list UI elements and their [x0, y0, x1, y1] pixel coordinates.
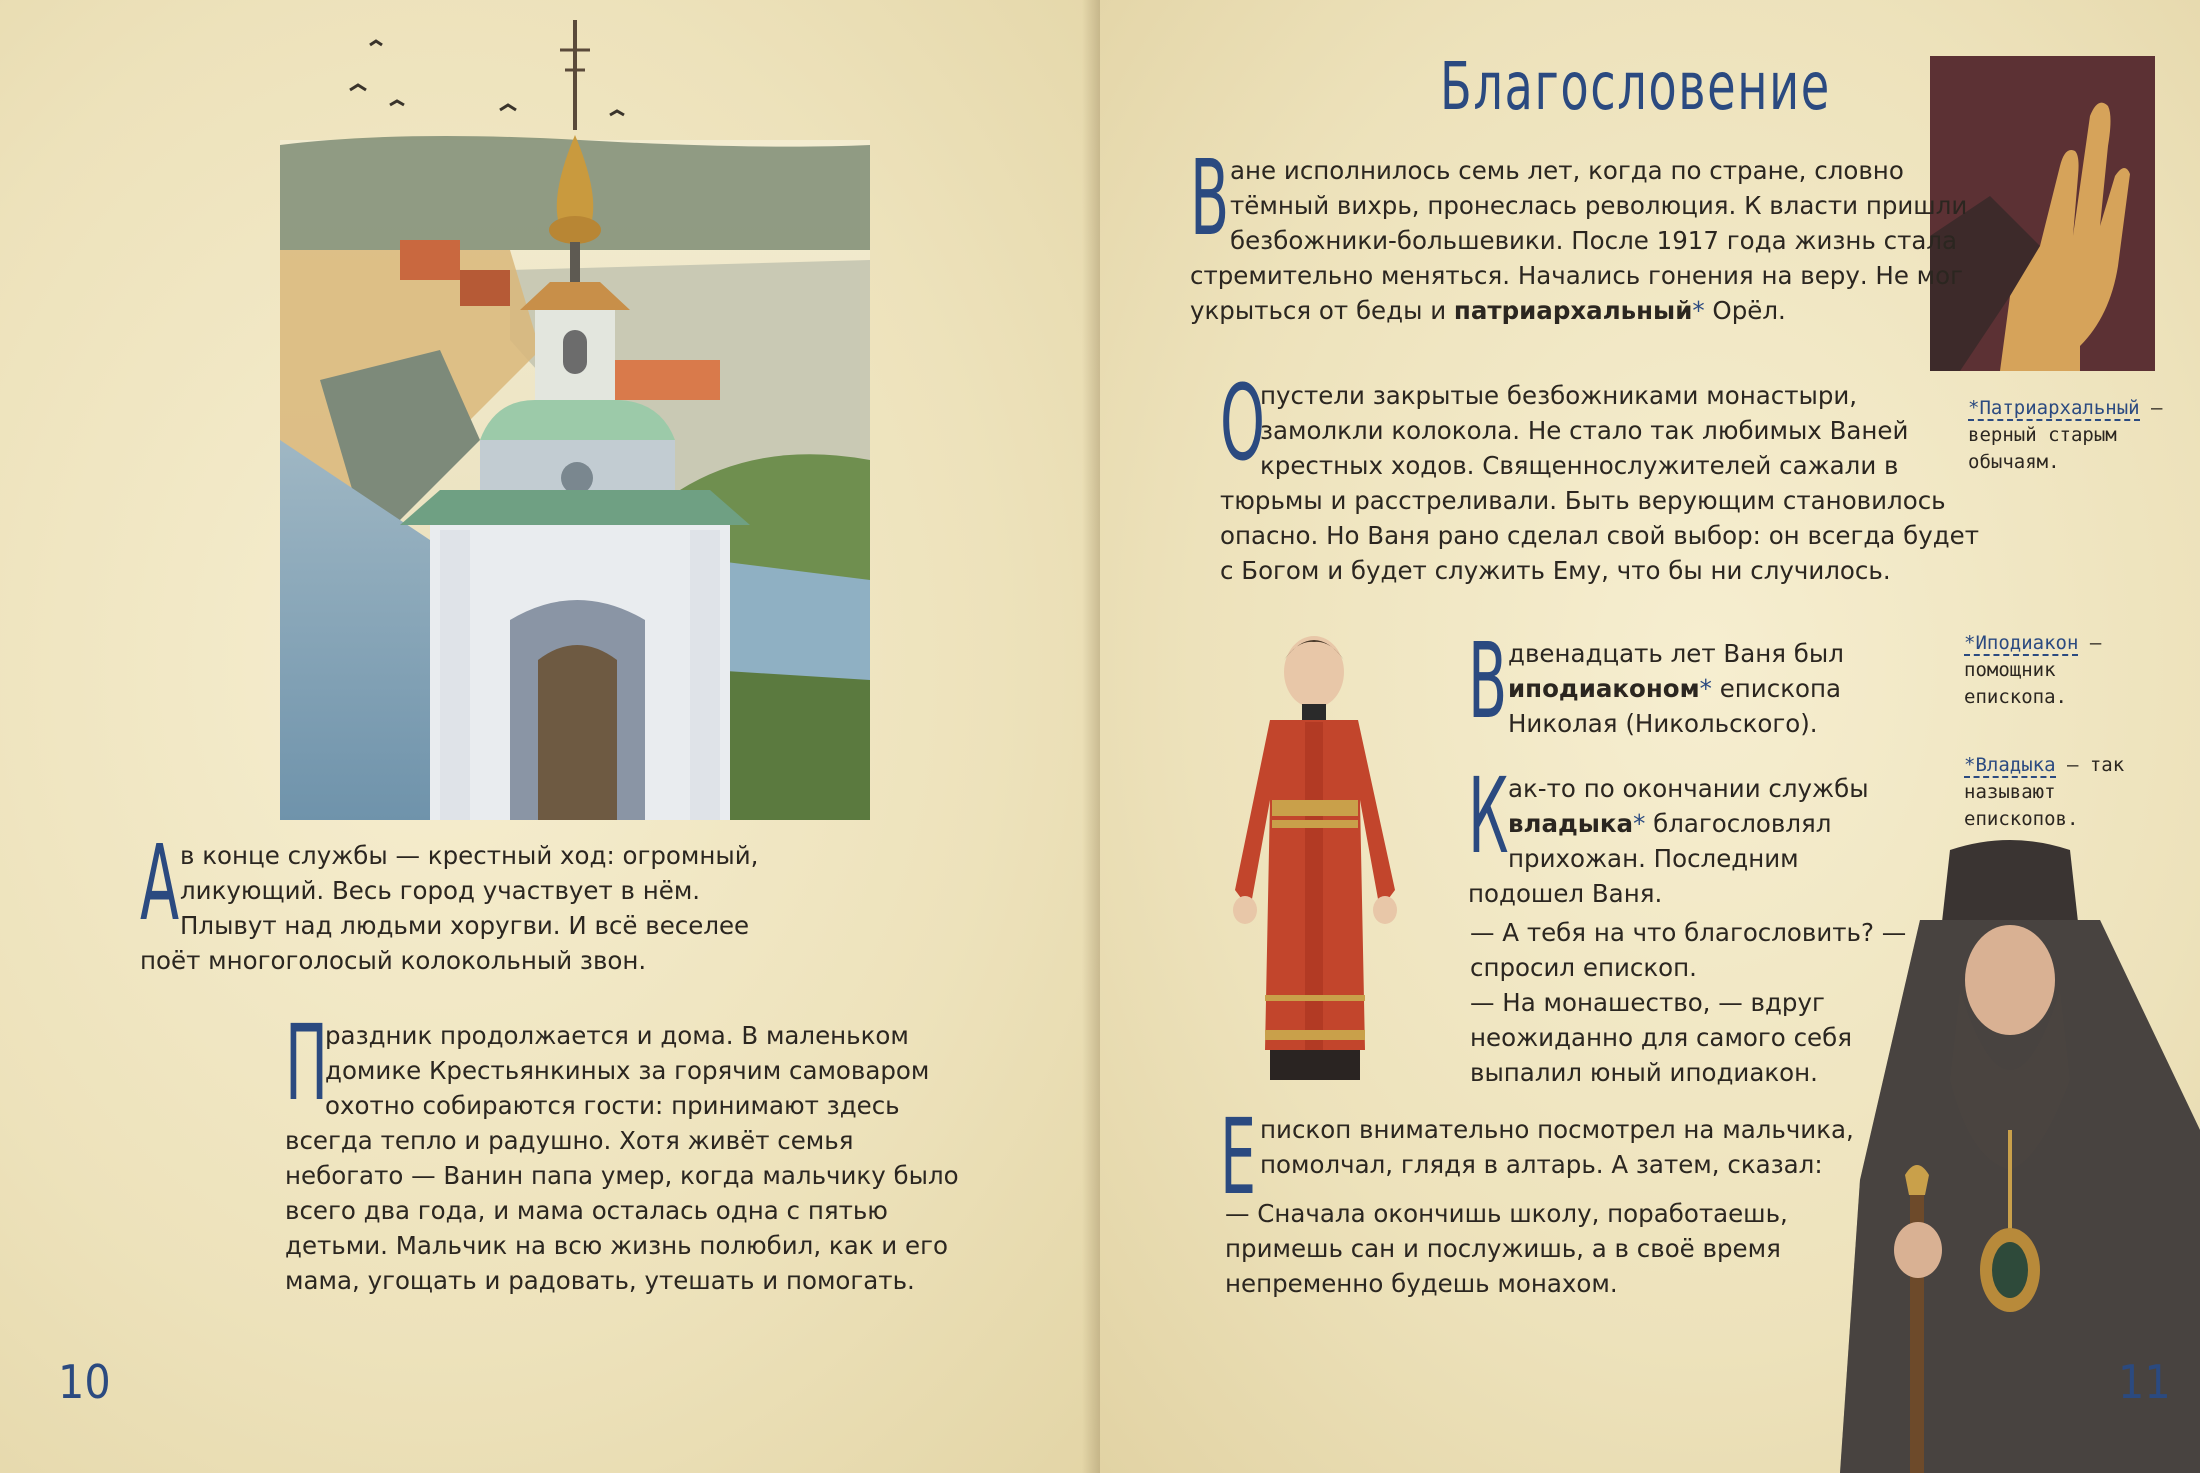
- footnote-definition: — верный старым обычаям.: [1968, 397, 2163, 473]
- altar-boy-illustration: [1210, 620, 1420, 1090]
- right-paragraph-1: [1190, 137, 1975, 328]
- paragraph-text: ак-то по окончании службы: [1508, 774, 1869, 803]
- right-paragraph-2: [1220, 362, 1980, 588]
- paragraph-text: Орёл.: [1704, 296, 1786, 325]
- footnote-term: *Патриархальный: [1968, 397, 2140, 419]
- footnote-term: *Владыка: [1964, 754, 2056, 776]
- paragraph-text: в конце службы — крестный ход: огромный, ликующий. Весь город участвует в нём. Плывут над людьми хоругви. И всё веселее поёт многоголосый колокольный звон.: [140, 841, 759, 975]
- paragraph-text: епископа Николая (Никольского).: [1508, 674, 1842, 738]
- page-number-right: 11: [2118, 1355, 2171, 1409]
- paragraph-text: пископ внимательно посмотрел на мальчика, помолчал, глядя в алтарь. А затем, сказал:: [1260, 1115, 1854, 1179]
- term-patriarchal: патриархальный: [1453, 296, 1693, 325]
- drop-cap: Е: [1220, 1096, 1257, 1218]
- drop-cap: П: [285, 1002, 329, 1124]
- drop-cap: В: [1468, 620, 1508, 742]
- paragraph-text: благословлял прихожан. Последним подошел Ваня.: [1468, 809, 1832, 908]
- final-line: — Сначала окончишь школу, поработаешь, примешь сан и послужишь, а в своё время непременно будешь монахом.: [1225, 1199, 1788, 1298]
- page-title: Благословение: [1440, 48, 1831, 125]
- term-vladyka: владыка: [1508, 809, 1634, 838]
- drop-cap: К: [1468, 755, 1509, 877]
- page-number-left: 10: [58, 1355, 111, 1409]
- drop-cap: В: [1190, 137, 1230, 259]
- right-paragraph-3: [1468, 620, 1868, 742]
- drop-cap: О: [1220, 362, 1266, 484]
- left-paragraph-2: [285, 1002, 975, 1298]
- right-page: [1100, 0, 2200, 1473]
- term-hypodeacon: иподиаконом: [1508, 674, 1700, 703]
- left-paragraph-1: [140, 822, 760, 978]
- footnote-term: *Иподиакон: [1964, 632, 2079, 654]
- dialogue-line-1: — А тебя на что благословить? — спросил епископ.: [1470, 918, 1907, 982]
- paragraph-text: раздник продолжается и дома. В маленьком домике Крестьянкиных за горячим самоваром охотно собираются гости: принимают здесь всегда тепло и радушно. Хотя живёт семья небогато — Ванин папа умер, когда мальчику было всего два года, и мама осталась одна с пятью детьми. Мальчик на всю жизнь полюбил, как и его мама, угощать и радовать, утешать и помогать.: [285, 1021, 959, 1295]
- paragraph-text: пустели закрытые безбожниками монастыри, замолкли колокола. Не стало так любимых Ваней крестных ходов. Священнослужителей сажали в тюрьмы и расстреливали. Быть верующим становилось опасно. Но Ваня рано сделал свой выбор: он всегда будет с Богом и будет служить Ему, что бы ни случилось.: [1220, 381, 1979, 585]
- dialogue-line-2: — На монашество, — вдруг неожиданно для самого себя выпалил юный иподиакон.: [1470, 988, 1852, 1087]
- bell-tower-illustration: [280, 20, 870, 820]
- paragraph-text: двенадцать лет Ваня был: [1508, 639, 1844, 668]
- footnote-definition: — помощник епископа.: [1964, 632, 2102, 708]
- footnote-patriarchal: [1968, 395, 2193, 476]
- footnote-hypodeacon: [1964, 630, 2154, 711]
- paragraph-text: ане исполнилось семь лет, когда по стране, словно тёмный вихрь, пронеслась революция. К власти пришли безбожники-большевики. После 1917 года жизнь стала стремительно меняться. Начались гонения на веру. Не мог укрыться от беды и: [1190, 156, 1968, 325]
- drop-cap: А: [140, 822, 180, 944]
- footnote-star: *: [1692, 296, 1705, 325]
- footnote-definition: — так называют епископов.: [1964, 754, 2125, 830]
- footnote-star: *: [1699, 674, 1712, 703]
- footnote-star: *: [1633, 809, 1646, 838]
- footnote-vladyka: [1964, 752, 2154, 833]
